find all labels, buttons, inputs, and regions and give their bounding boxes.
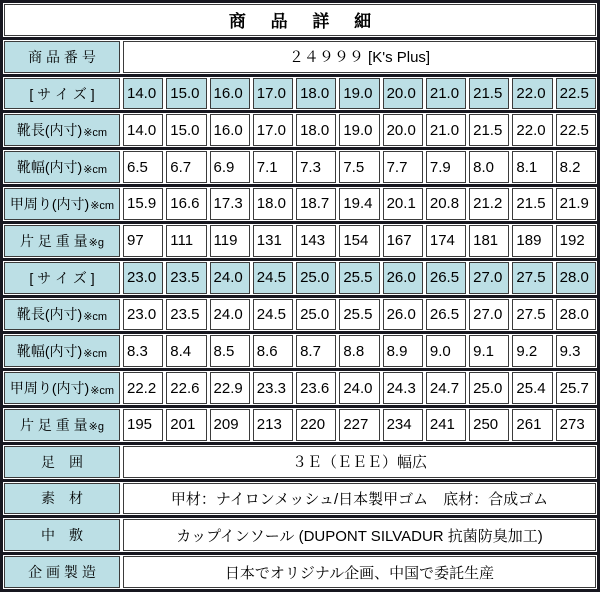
insole-row-label xyxy=(4,519,120,551)
size-row-small xyxy=(3,77,597,111)
weight-row-small-cell-6: 167 xyxy=(383,225,423,257)
shoe-width-row-large-cell-5: 8.8 xyxy=(339,335,379,367)
weight-row-small-cell-9: 189 xyxy=(512,225,552,257)
row-label-unit: ※g xyxy=(88,421,104,434)
shoe-length-row-small-cell-8: 21.5 xyxy=(469,114,509,146)
shoe-length-row-large-cell-8: 27.0 xyxy=(469,299,509,331)
shoe-width-row-large-cell-6: 8.9 xyxy=(383,335,423,367)
size-row-large-cell-5: 25.5 xyxy=(339,262,379,294)
shoe-length-row-small-cell-5: 19.0 xyxy=(339,114,379,146)
instep-girth-row-small-cell-3: 18.0 xyxy=(253,188,293,220)
shoe-width-row-large-cell-4: 8.7 xyxy=(296,335,336,367)
insole-row-value: カップインソール (DUPONT SILVADUR 抗菌防臭加工) xyxy=(123,519,596,551)
shoe-length-row-small-cell-2: 16.0 xyxy=(210,114,250,146)
manufacturing-row xyxy=(3,555,597,589)
size-row-small-cell-4: 18.0 xyxy=(296,78,336,110)
instep-girth-row-large-label xyxy=(4,372,120,404)
size-row-small-cell-7: 21.0 xyxy=(426,78,466,110)
weight-row-large-cell-4: 220 xyxy=(296,409,336,441)
instep-girth-row-large-cell-7: 24.7 xyxy=(426,372,466,404)
foot-girth-row xyxy=(3,445,597,479)
instep-girth-row-small-cell-1: 16.6 xyxy=(166,188,206,220)
instep-girth-row-small-cell-2: 17.3 xyxy=(210,188,250,220)
row-label-unit: ※cm xyxy=(83,126,108,139)
shoe-length-row-small-cell-1: 15.0 xyxy=(166,114,206,146)
weight-row-large-cell-1: 201 xyxy=(166,409,206,441)
size-row-small-cell-8: 21.5 xyxy=(469,78,509,110)
row-label-unit: ※cm xyxy=(83,347,108,360)
shoe-width-row-large-cell-2: 8.5 xyxy=(210,335,250,367)
row-label-unit: ※cm xyxy=(90,384,115,397)
shoe-length-row-small-cell-0: 14.0 xyxy=(123,114,163,146)
weight-row-large-cell-7: 241 xyxy=(426,409,466,441)
shoe-width-row-small-cell-0: 6.5 xyxy=(123,151,163,183)
instep-girth-row-small-label xyxy=(4,188,120,220)
size-row-small-cell-9: 22.0 xyxy=(512,78,552,110)
row-label-unit: ※cm xyxy=(83,310,108,323)
size-row-small-cell-5: 19.0 xyxy=(339,78,379,110)
instep-girth-row-large-cell-5: 24.0 xyxy=(339,372,379,404)
weight-row-large-label xyxy=(4,409,120,441)
row-label-text: 靴長(内寸) xyxy=(16,122,83,139)
shoe-length-row-large-cell-4: 25.0 xyxy=(296,299,336,331)
size-row-large-cell-0: 23.0 xyxy=(123,262,163,294)
foot-girth-row-value: ３Ｅ（ＥＥＥ）幅広 xyxy=(123,446,596,478)
size-row-small-cell-1: 15.0 xyxy=(166,78,206,110)
shoe-width-row-small-cell-2: 6.9 xyxy=(210,151,250,183)
instep-girth-row-small-cell-4: 18.7 xyxy=(296,188,336,220)
shoe-width-row-small-cell-6: 7.7 xyxy=(383,151,423,183)
table-title: 商 品 詳 細 xyxy=(4,4,596,36)
weight-row-small xyxy=(3,224,597,258)
weight-row-large-cell-9: 261 xyxy=(512,409,552,441)
shoe-length-row-large-label xyxy=(4,299,120,331)
instep-girth-row-large-cell-0: 22.2 xyxy=(123,372,163,404)
size-row-small-label xyxy=(4,78,120,110)
shoe-length-row-small-cell-10: 22.5 xyxy=(556,114,596,146)
instep-girth-row-small-cell-6: 20.1 xyxy=(383,188,423,220)
row-label-text: 素 材 xyxy=(41,490,83,507)
shoe-length-row-small-cell-4: 18.0 xyxy=(296,114,336,146)
weight-row-large-cell-8: 250 xyxy=(469,409,509,441)
size-row-large-cell-4: 25.0 xyxy=(296,262,336,294)
size-row-large-cell-6: 26.0 xyxy=(383,262,423,294)
instep-girth-row-large-cell-6: 24.3 xyxy=(383,372,423,404)
weight-row-small-cell-10: 192 xyxy=(556,225,596,257)
shoe-width-row-large-cell-7: 9.0 xyxy=(426,335,466,367)
size-row-small-cell-3: 17.0 xyxy=(253,78,293,110)
shoe-length-row-small xyxy=(3,113,597,147)
size-row-large-cell-3: 24.5 xyxy=(253,262,293,294)
instep-girth-row-large-cell-2: 22.9 xyxy=(210,372,250,404)
shoe-length-row-large-cell-6: 26.0 xyxy=(383,299,423,331)
weight-row-small-cell-4: 143 xyxy=(296,225,336,257)
shoe-width-row-large-cell-10: 9.3 xyxy=(556,335,596,367)
row-label-text: [ サ イ ズ ] xyxy=(29,269,95,286)
instep-girth-row-large-cell-8: 25.0 xyxy=(469,372,509,404)
shoe-width-row-large-cell-0: 8.3 xyxy=(123,335,163,367)
row-label-text: 片 足 重 量 xyxy=(19,232,88,249)
weight-row-large-cell-10: 273 xyxy=(556,409,596,441)
shoe-width-row-large-label xyxy=(4,335,120,367)
shoe-width-row-small-cell-9: 8.1 xyxy=(512,151,552,183)
instep-girth-row-small-cell-8: 21.2 xyxy=(469,188,509,220)
shoe-length-row-large-cell-9: 27.5 xyxy=(512,299,552,331)
size-row-small-cell-6: 20.0 xyxy=(383,78,423,110)
shoe-width-row-large-cell-1: 8.4 xyxy=(166,335,206,367)
shoe-length-row-small-cell-7: 21.0 xyxy=(426,114,466,146)
size-row-large xyxy=(3,261,597,295)
row-label-text: 企 画 製 造 xyxy=(28,564,96,581)
shoe-width-row-small-cell-10: 8.2 xyxy=(556,151,596,183)
shoe-length-row-small-cell-3: 17.0 xyxy=(253,114,293,146)
size-row-large-cell-2: 24.0 xyxy=(210,262,250,294)
size-row-small-cell-0: 14.0 xyxy=(123,78,163,110)
row-label-text: 靴長(内寸) xyxy=(16,306,83,323)
weight-row-large-cell-3: 213 xyxy=(253,409,293,441)
manufacturing-row-label xyxy=(4,556,120,588)
manufacturing-row-value: 日本でオリジナル企画、中国で委託生産 xyxy=(123,556,596,588)
shoe-width-row-small-cell-7: 7.9 xyxy=(426,151,466,183)
material-row-label xyxy=(4,483,120,515)
shoe-length-row-large xyxy=(3,298,597,332)
instep-girth-row-small-cell-9: 21.5 xyxy=(512,188,552,220)
row-label-text: 靴幅(内寸) xyxy=(16,343,83,360)
shoe-length-row-large-cell-10: 28.0 xyxy=(556,299,596,331)
weight-row-large-cell-2: 209 xyxy=(210,409,250,441)
weight-row-large-cell-6: 234 xyxy=(383,409,423,441)
size-row-large-cell-8: 27.0 xyxy=(469,262,509,294)
instep-girth-row-large-cell-3: 23.3 xyxy=(253,372,293,404)
shoe-length-row-small-cell-6: 20.0 xyxy=(383,114,423,146)
shoe-width-row-large-cell-3: 8.6 xyxy=(253,335,293,367)
row-label-text: 甲周り(内寸) xyxy=(9,380,90,397)
shoe-length-row-large-cell-1: 23.5 xyxy=(166,299,206,331)
instep-girth-row-small-cell-0: 15.9 xyxy=(123,188,163,220)
row-label-unit: ※cm xyxy=(83,163,108,176)
shoe-width-row-large-cell-9: 9.2 xyxy=(512,335,552,367)
weight-row-small-cell-7: 174 xyxy=(426,225,466,257)
weight-row-small-cell-8: 181 xyxy=(469,225,509,257)
row-label-text: 靴幅(内寸) xyxy=(16,159,83,176)
material-row-value: 甲材：ナイロンメッシュ/日本製甲ゴム 底材：合成ゴム xyxy=(123,483,596,515)
row-label-text: 足 囲 xyxy=(41,453,83,470)
shoe-length-row-large-cell-3: 24.5 xyxy=(253,299,293,331)
weight-row-small-cell-2: 119 xyxy=(210,225,250,257)
row-label-text: 商 品 番 号 xyxy=(28,48,96,65)
size-row-large-cell-1: 23.5 xyxy=(166,262,206,294)
table-title-row xyxy=(3,3,597,37)
shoe-length-row-large-cell-2: 24.0 xyxy=(210,299,250,331)
insole-row xyxy=(3,518,597,552)
weight-row-small-cell-0: 97 xyxy=(123,225,163,257)
shoe-length-row-large-cell-5: 25.5 xyxy=(339,299,379,331)
instep-girth-row-small xyxy=(3,187,597,221)
shoe-width-row-large xyxy=(3,334,597,368)
weight-row-small-cell-1: 111 xyxy=(166,225,206,257)
product-number-row-label xyxy=(4,41,120,73)
product-number-row xyxy=(3,40,597,74)
shoe-width-row-small-label xyxy=(4,151,120,183)
size-row-small-cell-2: 16.0 xyxy=(210,78,250,110)
size-row-large-label xyxy=(4,262,120,294)
row-label-text: [ サ イ ズ ] xyxy=(29,85,95,102)
shoe-width-row-small-cell-3: 7.1 xyxy=(253,151,293,183)
foot-girth-row-label xyxy=(4,446,120,478)
instep-girth-row-small-cell-7: 20.8 xyxy=(426,188,466,220)
size-row-large-cell-7: 26.5 xyxy=(426,262,466,294)
weight-row-large-cell-5: 227 xyxy=(339,409,379,441)
size-row-small-cell-10: 22.5 xyxy=(556,78,596,110)
shoe-width-row-small xyxy=(3,150,597,184)
shoe-width-row-small-cell-8: 8.0 xyxy=(469,151,509,183)
weight-row-small-cell-3: 131 xyxy=(253,225,293,257)
shoe-length-row-large-cell-0: 23.0 xyxy=(123,299,163,331)
size-row-large-cell-10: 28.0 xyxy=(556,262,596,294)
material-row xyxy=(3,482,597,516)
shoe-width-row-small-cell-1: 6.7 xyxy=(166,151,206,183)
instep-girth-row-small-cell-5: 19.4 xyxy=(339,188,379,220)
shoe-width-row-small-cell-4: 7.3 xyxy=(296,151,336,183)
product-number-row-value: ２４９９９ [K's Plus] xyxy=(123,41,596,73)
shoe-width-row-small-cell-5: 7.5 xyxy=(339,151,379,183)
instep-girth-row-small-cell-10: 21.9 xyxy=(556,188,596,220)
row-label-unit: ※g xyxy=(88,237,104,250)
shoe-length-row-large-cell-7: 26.5 xyxy=(426,299,466,331)
weight-row-large-cell-0: 195 xyxy=(123,409,163,441)
row-label-text: 甲周り(内寸) xyxy=(9,195,90,212)
row-label-text: 片 足 重 量 xyxy=(19,416,88,433)
size-row-large-cell-9: 27.5 xyxy=(512,262,552,294)
shoe-width-row-large-cell-8: 9.1 xyxy=(469,335,509,367)
weight-row-small-label xyxy=(4,225,120,257)
row-label-unit: ※cm xyxy=(90,200,115,213)
instep-girth-row-large-cell-4: 23.6 xyxy=(296,372,336,404)
instep-girth-row-large-cell-10: 25.7 xyxy=(556,372,596,404)
weight-row-small-cell-5: 154 xyxy=(339,225,379,257)
instep-girth-row-large-cell-1: 22.6 xyxy=(166,372,206,404)
instep-girth-row-large xyxy=(3,371,597,405)
shoe-length-row-small-label xyxy=(4,114,120,146)
shoe-length-row-small-cell-9: 22.0 xyxy=(512,114,552,146)
row-label-text: 中 敷 xyxy=(41,527,83,544)
weight-row-large xyxy=(3,408,597,442)
instep-girth-row-large-cell-9: 25.4 xyxy=(512,372,552,404)
